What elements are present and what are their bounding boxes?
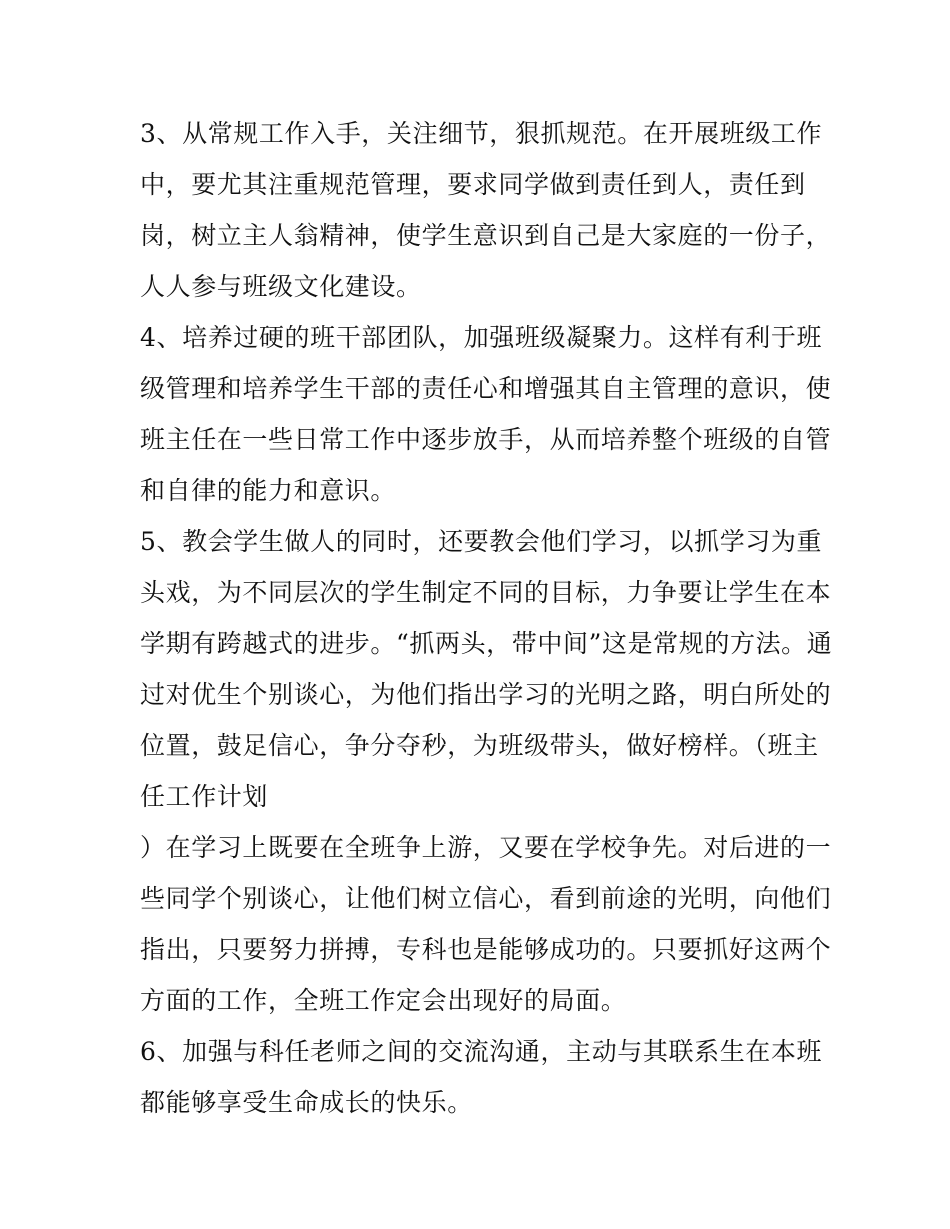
text-line: ）在学习上既要在全班争上游，又要在学校争先。对后进的一: [140, 833, 832, 862]
text-line: 任工作计划: [140, 782, 269, 811]
text-line: 都能够享受生命成长的快乐。: [140, 1088, 473, 1117]
text-line: 级管理和培养学生干部的责任心和增强其自主管理的意识，使: [140, 374, 832, 403]
text-line: 过对优生个别谈心，为他们指出学习的光明之路，明白所处的: [140, 680, 832, 709]
text-line: 和自律的能力和意识。: [140, 476, 397, 505]
text-line: 3、从常规工作入手，关注细节，狠抓规范。在开展班级工作: [140, 119, 823, 148]
text-line: 班主任在一些日常工作中逐步放手，从而培养整个班级的自管: [140, 425, 832, 454]
text-line: 6、加强与科任老师之间的交流沟通，主动与其联系生在本班: [140, 1037, 823, 1066]
document-page: [140, 108, 833, 1128]
text-line: 4、培养过硬的班干部团队，加强班级凝聚力。这样有利于班: [140, 323, 823, 352]
text-line: 中，要尤其注重规范管理，要求同学做到责任到人，责任到: [140, 170, 806, 199]
text-line: 学期有跨越式的进步。“抓两头，带中间”这是常规的方法。通: [140, 629, 833, 658]
text-line: 方面的工作，全班工作定会出现好的局面。: [140, 986, 627, 1015]
text-line: 位置，鼓足信心，争分夺秒，为班级带头，做好榜样。（班主: [140, 731, 819, 760]
text-line: 头戏，为不同层次的学生制定不同的目标，力争要让学生在本: [140, 578, 832, 607]
text-line: 些同学个别谈心，让他们树立信心，看到前途的光明，向他们: [140, 884, 832, 913]
text-line: 5、教会学生做人的同时，还要教会他们学习，以抓学习为重: [140, 527, 823, 556]
text-line: 指出，只要努力拼搏，专科也是能够成功的。只要抓好这两个: [140, 935, 832, 964]
text-line: 人人参与班级文化建设。: [140, 272, 422, 301]
text-line: 岗，树立主人翁精神，使学生意识到自己是大家庭的一份子，: [140, 221, 832, 250]
